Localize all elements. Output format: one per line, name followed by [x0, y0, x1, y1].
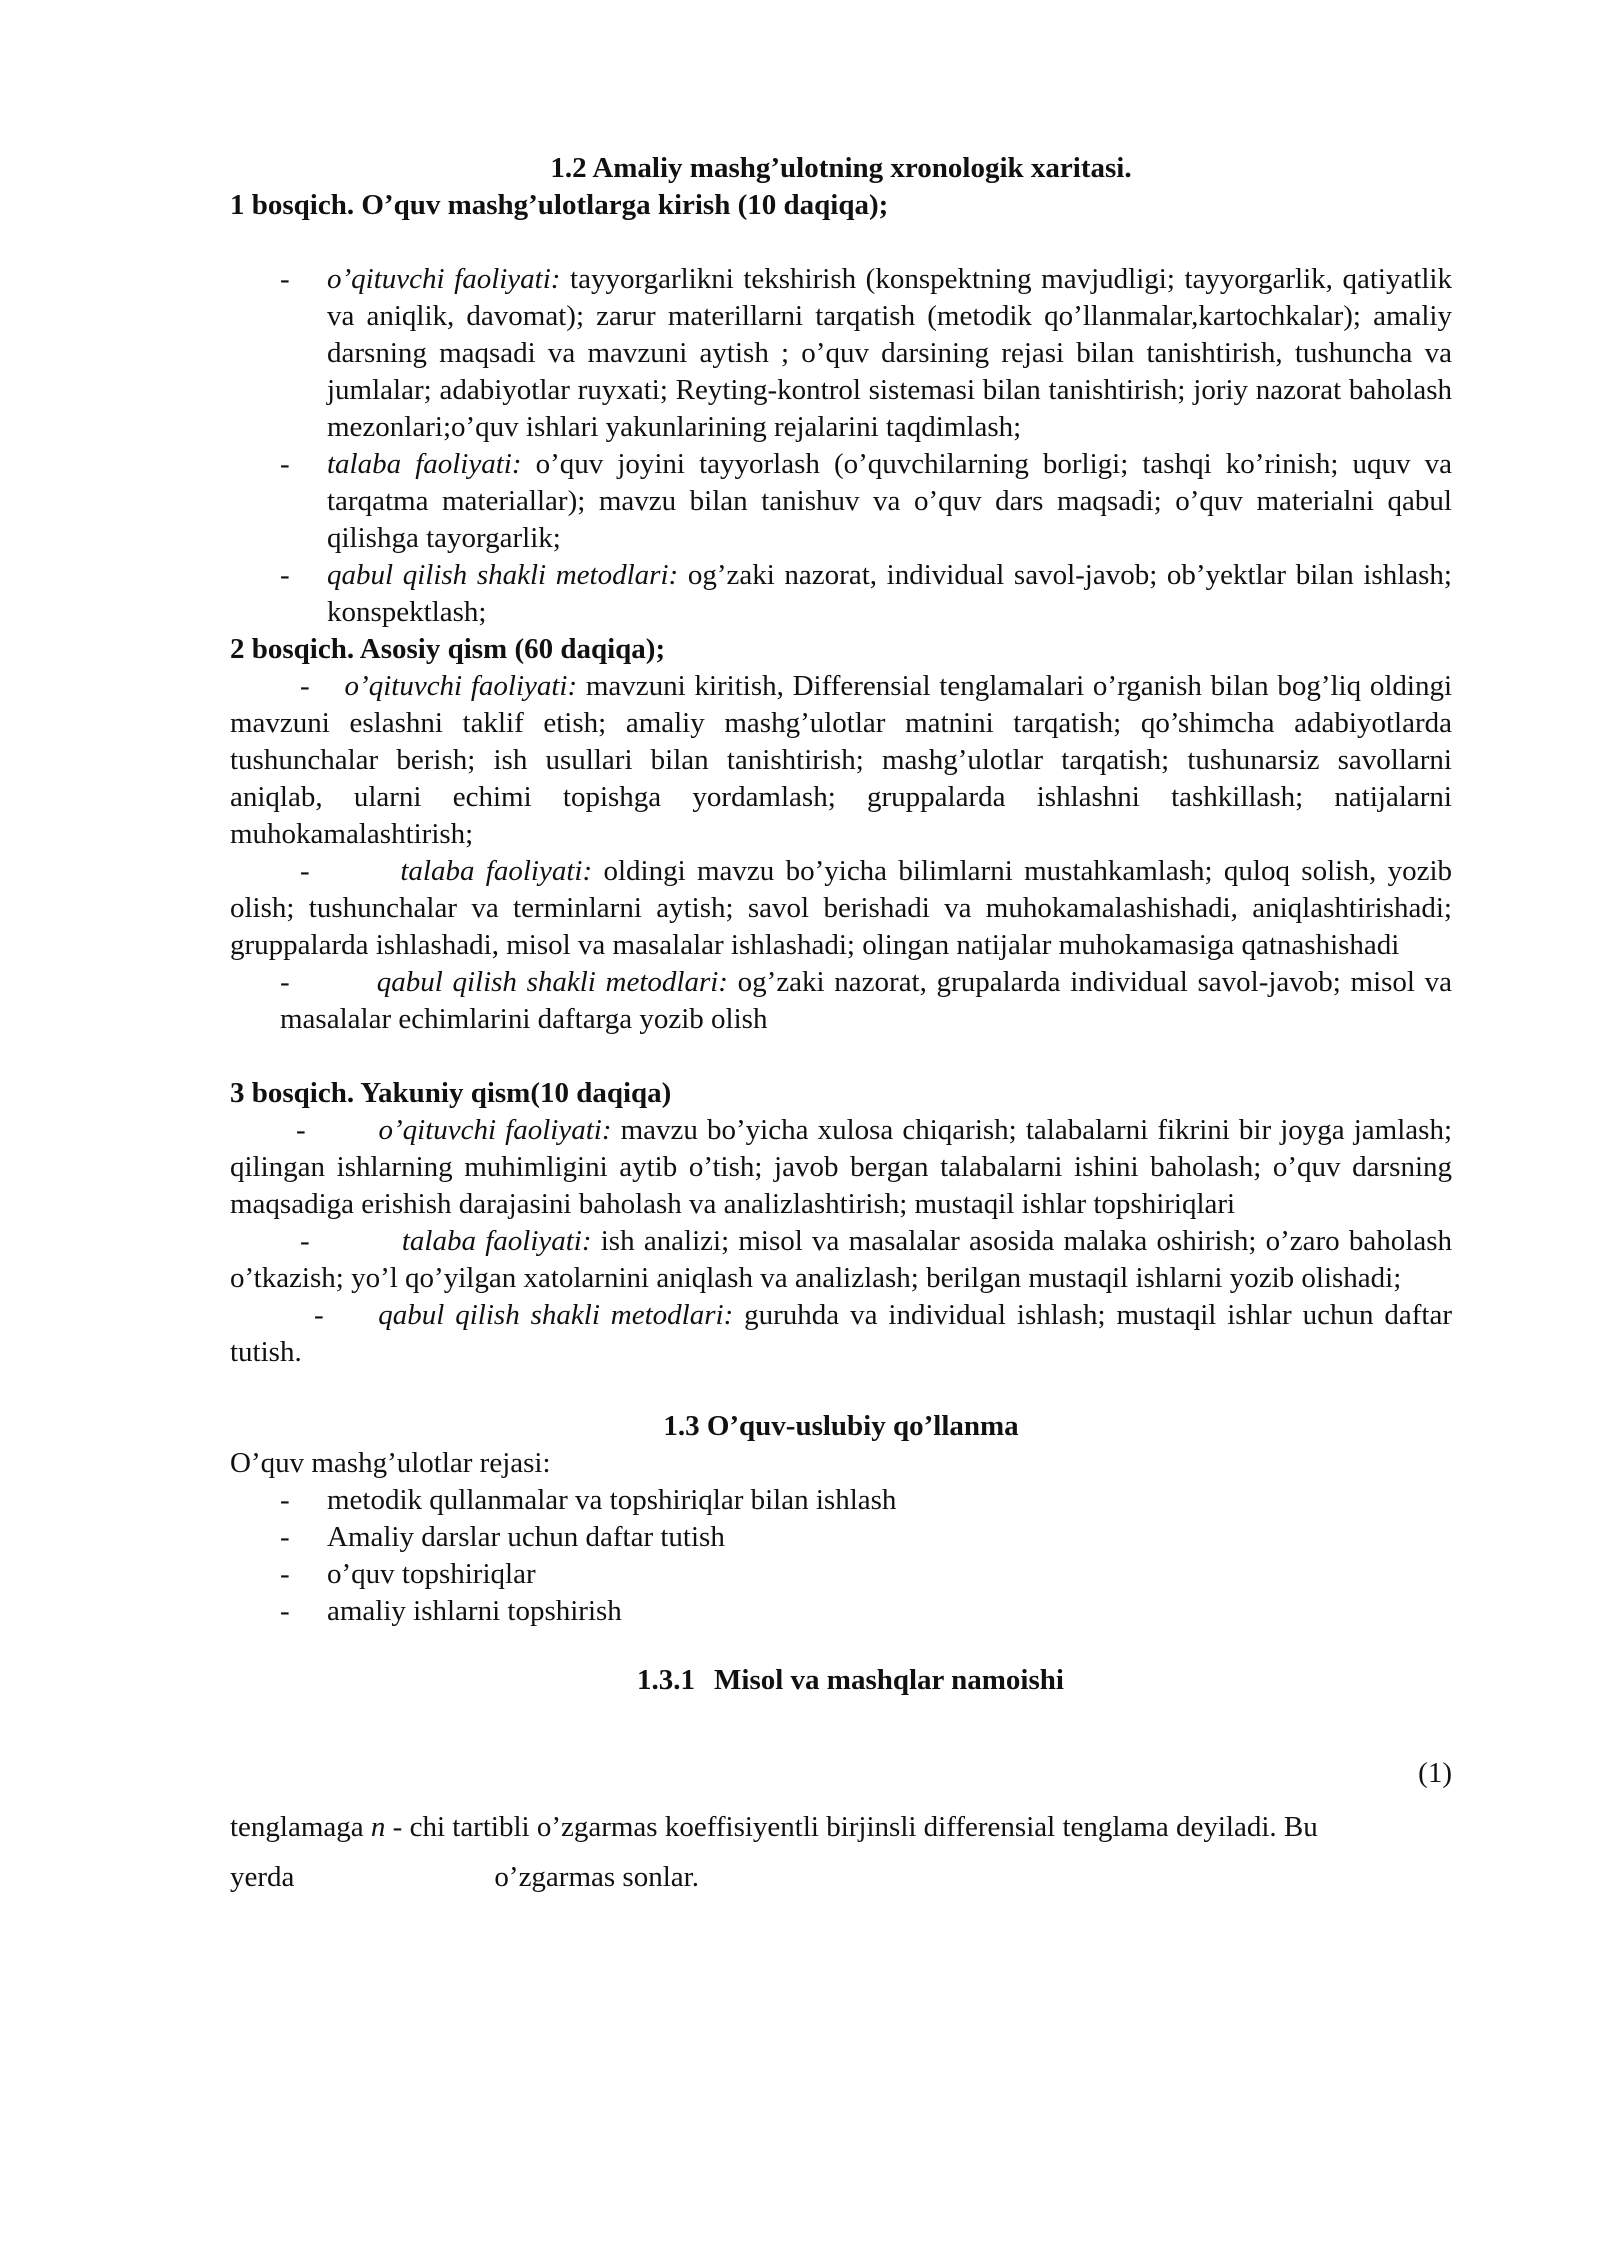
item-label: talaba faoliyati: — [400, 855, 593, 887]
item-text: guruhda va individual ishlash; mustaqil ishlar uchun daftar tutish. — [230, 1299, 1452, 1368]
dash-bullet: - — [280, 966, 290, 998]
dash-bullet: - — [280, 263, 290, 295]
text-run: o’zgarmas sonlar. — [494, 1861, 699, 1893]
spacer — [230, 224, 1452, 261]
section131-heading — [230, 1662, 1452, 1699]
item-label: qabul qilish shakli metodlari: — [376, 966, 728, 998]
item-text: og’zaki nazorat, grupalarda individual savol-javob; misol va masalalar echimlarini daftarga yozib olish — [280, 966, 1453, 1035]
text-run: yerda — [230, 1861, 295, 1893]
stage3-methods — [230, 1297, 1452, 1371]
stage3-heading: 3 bosqich. Yakuniy qism(10 daqiqa) — [230, 1077, 672, 1109]
item-text: mavzuni kiritish, Differensial tenglamalari o’rganish bilan bog’liq oldingi mavzuni eslashni taklif etish; amaliy mashg’ulotlar matnini tarqatish; qo’shimcha adabiyotlarda tushunchalar berish; ish usullari bilan tanishtirish; mashg’ulotlar tarqatish; tushunarsiz savollarni aniqlab, ularni echimi topishga yordamlash; gruppalarda ishlashni tashkillash; natijalarni muhokamalashtirish; — [230, 670, 1453, 850]
section13-intro: O’quv mashg’ulotlar rejasi: — [230, 1447, 551, 1479]
document-page — [230, 150, 1452, 1902]
spacer — [230, 1038, 1452, 1075]
item-text: oldingi mavzu bo’yicha bilimlarni mustahkamlash; quloq solish, yozib olish; tushunchalar va terminlarni aytish; savol berishadi va muhokamalashishadi, aniqlashtirishadi; gruppalarda ishlashadi, misol va masalalar ishlashadi; olingan natijalar muhokamasiga qatnashishadi — [230, 855, 1452, 961]
definition-line — [230, 1802, 1452, 1852]
item-label: qabul qilish shakli metodlari: — [327, 559, 679, 591]
item-text: ish analizi; misol va masalalar asosida malaka oshirish; o’zaro baholash o’tkazish; yo’l qo’yilgan xatolarnini aniqlash va analizlash; berilgan mustaqil ishlarni yozib olishadi; — [230, 1225, 1452, 1294]
stage3-teacher — [230, 1112, 1452, 1223]
dash-bullet: - — [280, 1521, 290, 1553]
section13-heading: 1.3 O’quv-uslubiy qo’llanma — [663, 1410, 1019, 1442]
item-text: o’quv topshiriqlar — [327, 1558, 536, 1590]
list-item — [230, 446, 1452, 557]
dash-bullet: - — [280, 1558, 290, 1590]
list-item — [230, 1556, 1452, 1593]
stage1-heading: 1 bosqich. O’quv mashg’ulotlarga kirish (10 daqiqa); — [230, 189, 889, 221]
item-text: tayyorgarlikni tekshirish (konspektning mavjudligi; tayyorgarlik, qatiyatlik va aniqlik, davomat); zarur materillarni tarqatish (metodik qo’llanmalar,kartochkalar); amaliy darsning maqsadi va mavzuni aytish ; o’quv darsining rejasi bilan tanishtirish, tushuncha va jumlalar; adabiyotlar ruyxati; Reyting-kontrol sistemasi bilan tanishtirish; joriy nazorat baholash mezonlari;o’quv ishlari yakunlarining rejalarini taqdimlash; — [327, 263, 1452, 443]
dash-bullet: - — [280, 1484, 290, 1516]
list-item — [230, 557, 1452, 631]
item-text: metodik qullanmalar va topshiriqlar bilan ishlash — [327, 1484, 897, 1516]
dash-bullet: - — [280, 448, 290, 480]
stage2-student — [230, 853, 1452, 964]
section-title: 1.2 Amaliy mashg’ulotning xronologik xaritasi. — [550, 152, 1132, 184]
dash-bullet: - — [296, 1114, 306, 1146]
text-run: - chi tartibli o’zgarmas koeffisiyentli birjinsli differensial tenglama deyiladi. Bu — [385, 1811, 1318, 1843]
dash-bullet: - — [300, 670, 310, 702]
item-label: o’qituvchi faoliyati: — [378, 1114, 612, 1146]
item-label: talaba faoliyati: — [327, 448, 522, 480]
list-item — [230, 1519, 1452, 1556]
stage2-methods — [230, 964, 1452, 1038]
stage2-teacher — [230, 668, 1452, 853]
item-text: og’zaki nazorat, individual savol-javob; ob’yektlar bilan ishlash; konspektlash; — [327, 559, 1452, 628]
item-label: talaba faoliyati: — [401, 1225, 592, 1257]
dash-bullet: - — [280, 1595, 290, 1627]
equation-number: (1) — [1418, 1757, 1452, 1789]
item-text: amaliy ishlarni topshirish — [327, 1595, 622, 1627]
spacer — [230, 1371, 1452, 1408]
list-item — [230, 1482, 1452, 1519]
item-label: o’qituvchi faoliyati: — [327, 263, 561, 295]
dash-bullet: - — [280, 559, 290, 591]
stage2-heading: 2 bosqich. Asosiy qism (60 daqiqa); — [230, 633, 666, 665]
list-item — [230, 261, 1452, 446]
dash-bullet: - — [300, 855, 310, 887]
text-run: tenglamaga — [230, 1811, 371, 1843]
item-label: qabul qilish shakli metodlari: — [378, 1299, 734, 1331]
item-text: mavzu bo’yicha xulosa chiqarish; talabalarni fikrini bir joyga jamlash; qilingan ishlarning muhimligini aytib o’tish; javob bergan talabalarni ishini baholash; o’quv darsning maqsadiga erishish darajasini baholash va analizlashtirish; mustaqil ishlar topshiriqlari — [230, 1114, 1453, 1220]
variable-n: n — [370, 1811, 386, 1843]
item-label: o’qituvchi faoliyati: — [344, 670, 578, 702]
dash-bullet: - — [314, 1299, 324, 1331]
where-line — [230, 1852, 1452, 1902]
section-number: 1.3.1 — [637, 1664, 696, 1696]
section-title-text: Misol va mashqlar namoishi — [714, 1664, 1064, 1696]
list-item — [230, 1593, 1452, 1630]
dash-bullet: - — [300, 1225, 310, 1257]
item-text: o’quv joyini tayyorlash (o’quvchilarning borligi; tashqi ko’rinish; uquv va tarqatma materiallar); mavzu bilan tanishuv va o’quv dars maqsadi; o’quv materialni qabul qilishga tayorgarlik; — [327, 448, 1452, 554]
item-text: Amaliy darslar uchun daftar tutish — [327, 1521, 725, 1553]
stage3-student — [230, 1223, 1452, 1297]
